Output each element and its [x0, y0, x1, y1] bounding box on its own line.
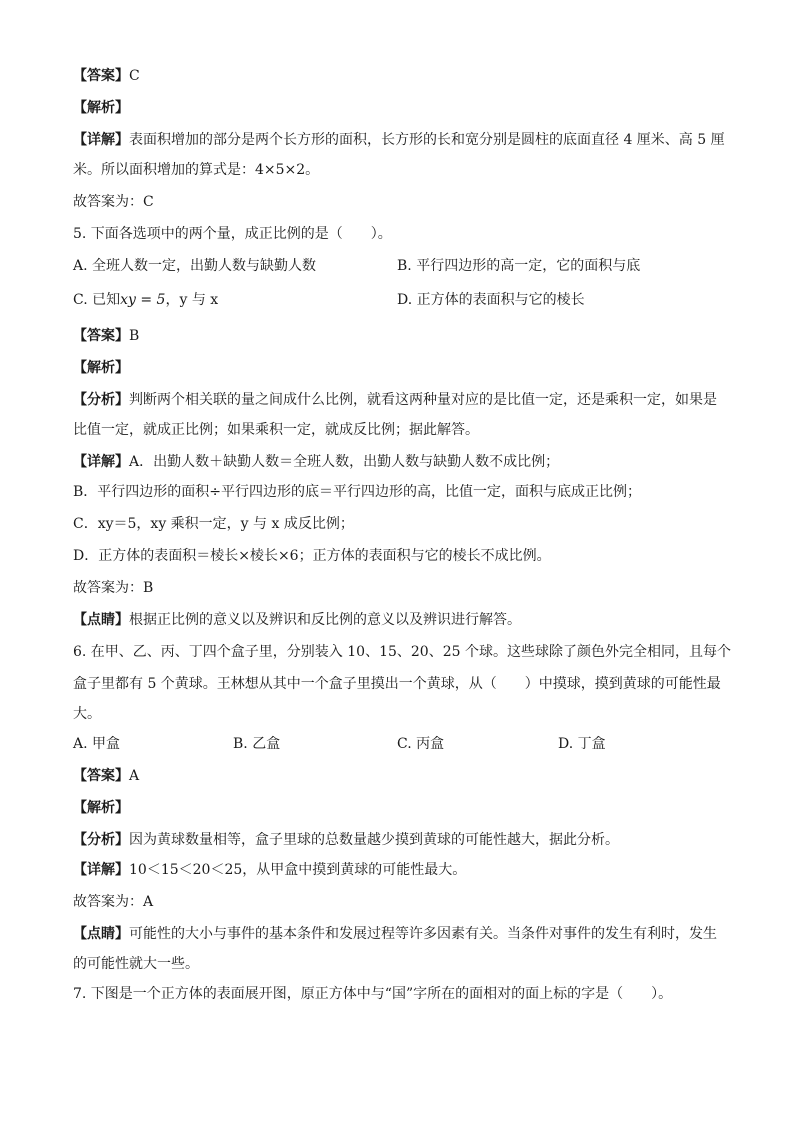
q6-option-d: D. 丁盒 — [558, 736, 606, 752]
detail-text: 10＜15＜20＜25，从甲盒中摸到黄球的可能性最大。 — [129, 862, 467, 878]
q5-option-a: A. 全班人数一定，出勤人数与缺勤人数 — [73, 258, 317, 274]
option-c-suffix: ，y 与 x — [165, 292, 219, 308]
q4-detail-line2: 米。所以面积增加的算式是：4×5×2。 — [73, 162, 320, 178]
answer-value: C — [129, 68, 140, 84]
comment-text: 根据正比例的意义以及辨识和反比例的意义以及辨识进行解答。 — [129, 612, 521, 628]
analyze-tag: 【分析】 — [73, 392, 129, 408]
q7-stem: 7. 下图是一个正方体的表面展开图，原正方体中与“国”字所在的面相对的面上标的字是（ ）。 — [73, 986, 673, 1002]
q6-analysis-heading — [73, 798, 129, 818]
q6-conclusion: 故答案为：A — [73, 894, 154, 910]
q6-analyze — [73, 830, 619, 850]
option-c-prefix: C. 已知 — [73, 292, 121, 308]
q5-analysis-heading — [73, 358, 129, 378]
q6-comment-line2: 的可能性就大一些。 — [73, 956, 199, 972]
comment-tag: 【点睛】 — [73, 926, 129, 942]
detail-tag: 【详解】 — [73, 862, 129, 878]
q4-answer — [73, 66, 140, 86]
q5-detail-b: B．平行四边形的面积÷平行四边形的底＝平行四边形的高，比值一定，面积与底成正比例； — [73, 484, 642, 500]
analyze-tag: 【分析】 — [73, 832, 129, 848]
detail-text: 表面积增加的部分是两个长方形的面积，长方形的长和宽分别是圆柱的底面直径 4 厘米、高 5 厘 — [129, 132, 725, 148]
analyze-text: 因为黄球数量相等，盒子里球的总数量越少摸到黄球的可能性越大，据此分析。 — [129, 832, 619, 848]
answer-tag: 【答案】 — [73, 328, 129, 344]
analyze-text: 判断两个相关联的量之间成什么比例，就看这两种量对应的是比值一定，还是乘积一定，如果是 — [129, 392, 717, 408]
q4-analysis-heading — [73, 98, 129, 118]
q5-stem: 5. 下面各选项中的两个量，成正比例的是（ ）。 — [73, 226, 392, 242]
q6-option-b: B. 乙盒 — [233, 736, 281, 752]
analysis-tag: 【解析】 — [73, 360, 129, 376]
option-c-formula: xy = 5 — [120, 292, 166, 308]
q5-answer — [73, 326, 139, 346]
q5-comment — [73, 610, 521, 630]
q4-detail-line1 — [73, 130, 725, 150]
detail-tag: 【详解】 — [73, 132, 129, 148]
answer-value: B — [129, 328, 140, 344]
q5-analyze-line2: 比值一定，就成正比例；如果乘积一定，就成反比例；据此解答。 — [73, 422, 479, 438]
q5-option-b: B. 平行四边形的高一定，它的面积与底 — [397, 258, 641, 274]
comment-text: 可能性的大小与事件的基本条件和发展过程等许多因素有关。当条件对事件的发生有利时，发生 — [129, 926, 717, 942]
q6-option-c: C. 丙盒 — [397, 736, 445, 752]
q5-detail-c: C．xy＝5，xy 乘积一定，y 与 x 成反比例； — [73, 516, 354, 532]
answer-tag: 【答案】 — [73, 68, 129, 84]
q6-stem-line1: 6. 在甲、乙、丙、丁四个盒子里，分别装入 10、15、20、25 个球。这些球除了颜色外完全相同，且每个 — [73, 644, 731, 660]
q5-option-d: D. 正方体的表面积与它的棱长 — [397, 292, 585, 308]
q5-conclusion: 故答案为：B — [73, 580, 154, 596]
q5-detail-a — [73, 452, 559, 472]
q6-option-a: A. 甲盒 — [73, 736, 121, 752]
detail-tag: 【详解】 — [73, 454, 129, 470]
analysis-tag: 【解析】 — [73, 100, 129, 116]
answer-value: A — [129, 768, 140, 784]
q6-stem-line2: 盒子里都有 5 个黄球。王林想从其中一个盒子里摸出一个黄球，从（ ）中摸球，摸到黄球的可能性最 — [73, 676, 721, 692]
q6-detail — [73, 860, 466, 880]
q5-detail-d: D．正方体的表面积＝棱长×棱长×6；正方体的表面积与它的棱长不成比例。 — [73, 548, 551, 564]
comment-tag: 【点睛】 — [73, 612, 129, 628]
q4-conclusion: 故答案为：C — [73, 194, 154, 210]
analysis-tag: 【解析】 — [73, 800, 129, 816]
q5-analyze-line1 — [73, 390, 717, 410]
detail-text: A．出勤人数＋缺勤人数＝全班人数，出勤人数与缺勤人数不成比例； — [129, 454, 560, 470]
q6-answer — [73, 766, 139, 786]
q5-option-c — [73, 290, 218, 310]
answer-tag: 【答案】 — [73, 768, 129, 784]
q6-stem-line3: 大。 — [73, 706, 101, 722]
q6-comment-line1 — [73, 924, 717, 944]
